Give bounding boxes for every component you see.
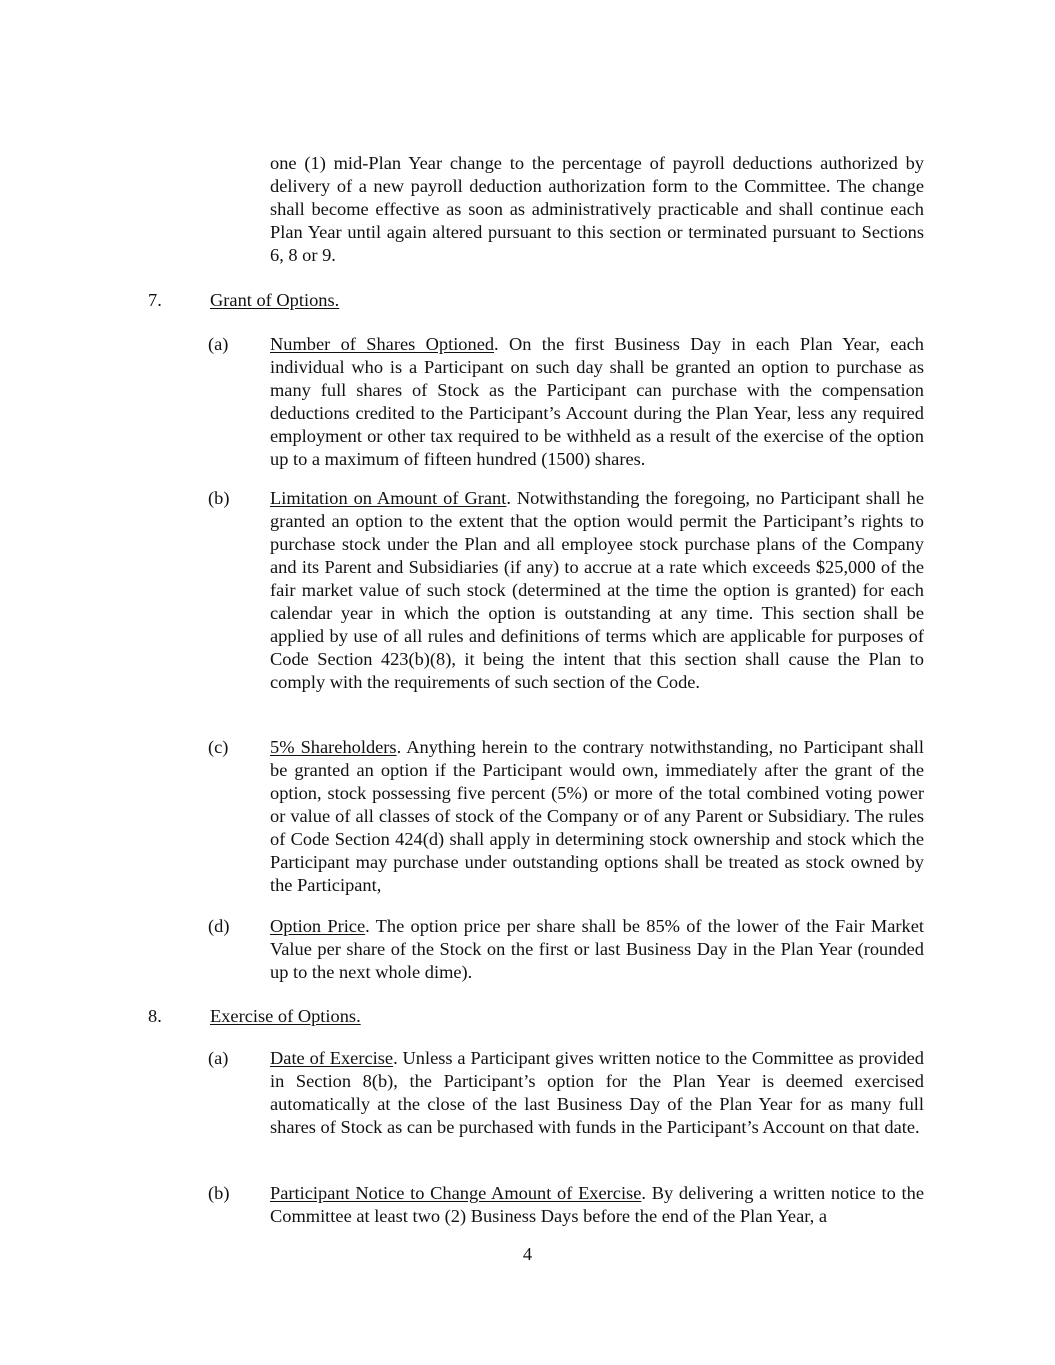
item-heading: Participant Notice to Change Amount of Exercise [270, 1183, 642, 1203]
item-text: . By delivering a written notice to the Committee at least two (2) Business Days before the end of the Plan Year, a [270, 1183, 925, 1226]
item-paragraph [270, 915, 924, 984]
section-8-heading [0, 1005, 1055, 1028]
item-text: . Unless a Participant gives written notice to the Committee as provided in Section 8(b), the Participant’s option for the Plan Year is deemed exercised automatically at the close of the last Business Day of the Plan Year for as many full shares of Stock as can be purchased with funds in the Participant’s Account on that date. [270, 1048, 924, 1137]
item-heading: Date of Exercise [270, 1048, 394, 1068]
item-heading: Limitation on Amount of Grant [270, 488, 507, 508]
section-7-number: 7. [148, 290, 162, 310]
item-heading: Number of Shares Optioned [270, 334, 495, 354]
section-8-number: 8. [148, 1006, 162, 1026]
item-label: (d) [208, 916, 230, 936]
section-7-heading [0, 289, 1055, 312]
item-label: (c) [208, 737, 229, 757]
item-label: (a) [208, 334, 229, 354]
item-label: (b) [208, 1183, 230, 1203]
item-paragraph [270, 487, 924, 694]
intro-paragraph: one (1) mid-Plan Year change to the percentage of payroll deductions authorized by delivery of a new payroll deduction authorization form to the Committee. The change shall become effective as soon as administratively practicable and shall continue each Plan Year until again altered pursuant to this section or terminated pursuant to Sections 6, 8 or 9. [270, 153, 924, 265]
item-text: . Notwithstanding the foregoing, no Participant shall he granted an option to the extent that the option would permit the Participant’s rights to purchase stock under the Plan and all employee stock purchase plans of the Company and its Parent and Subsidiaries (if any) to accrue at a rate which exceeds $25,000 of the fair market value of such stock (determined at the time the option is granted) for each calendar year in which the option is outstanding at any time. This section shall be applied by use of all rules and definitions of terms which are applicable for purposes of Code Section 423(b)(8), it being the intent that this section shall cause the Plan to comply with the requirements of such section of the Code. [270, 488, 924, 692]
item-paragraph [270, 736, 924, 897]
page-number: 4 [522, 1244, 533, 1264]
item-heading: Option Price [270, 916, 366, 936]
item-paragraph [270, 1047, 924, 1139]
item-paragraph [270, 1182, 924, 1228]
item-paragraph [270, 333, 924, 471]
item-text: . Anything herein to the contrary notwithstanding, no Participant shall be granted an option if the Participant would own, immediately after the grant of the option, stock possessing five percent (5%) or more of the total combined voting power or value of all classes of stock of the Company or of any Parent or Subsidiary. The rules of Code Section 424(d) shall apply in determining stock ownership and stock which the Participant may purchase under outstanding options shall be treated as stock owned by the Participant, [270, 737, 924, 895]
item-label: (a) [208, 1048, 229, 1068]
item-heading: 5% Shareholders [270, 737, 397, 757]
item-text: . The option price per share shall be 85% of the lower of the Fair Market Value per share of the Stock on the first or last Business Day in the Plan Year (rounded up to the next whole dime). [270, 916, 924, 982]
section-7-title: Grant of Options. [210, 290, 340, 310]
item-text: . On the first Business Day in each Plan Year, each individual who is a Participant on such day shall be granted an option to purchase as many full shares of Stock as the Participant can purchase with the compensation deductions credited to the Participant’s Account during the Plan Year, less any required employment or other tax required to be withheld as a result of the exercise of the option up to a maximum of fifteen hundred (1500) shares. [270, 334, 924, 469]
item-label: (b) [208, 488, 230, 508]
section-8-title: Exercise of Options. [210, 1006, 361, 1026]
